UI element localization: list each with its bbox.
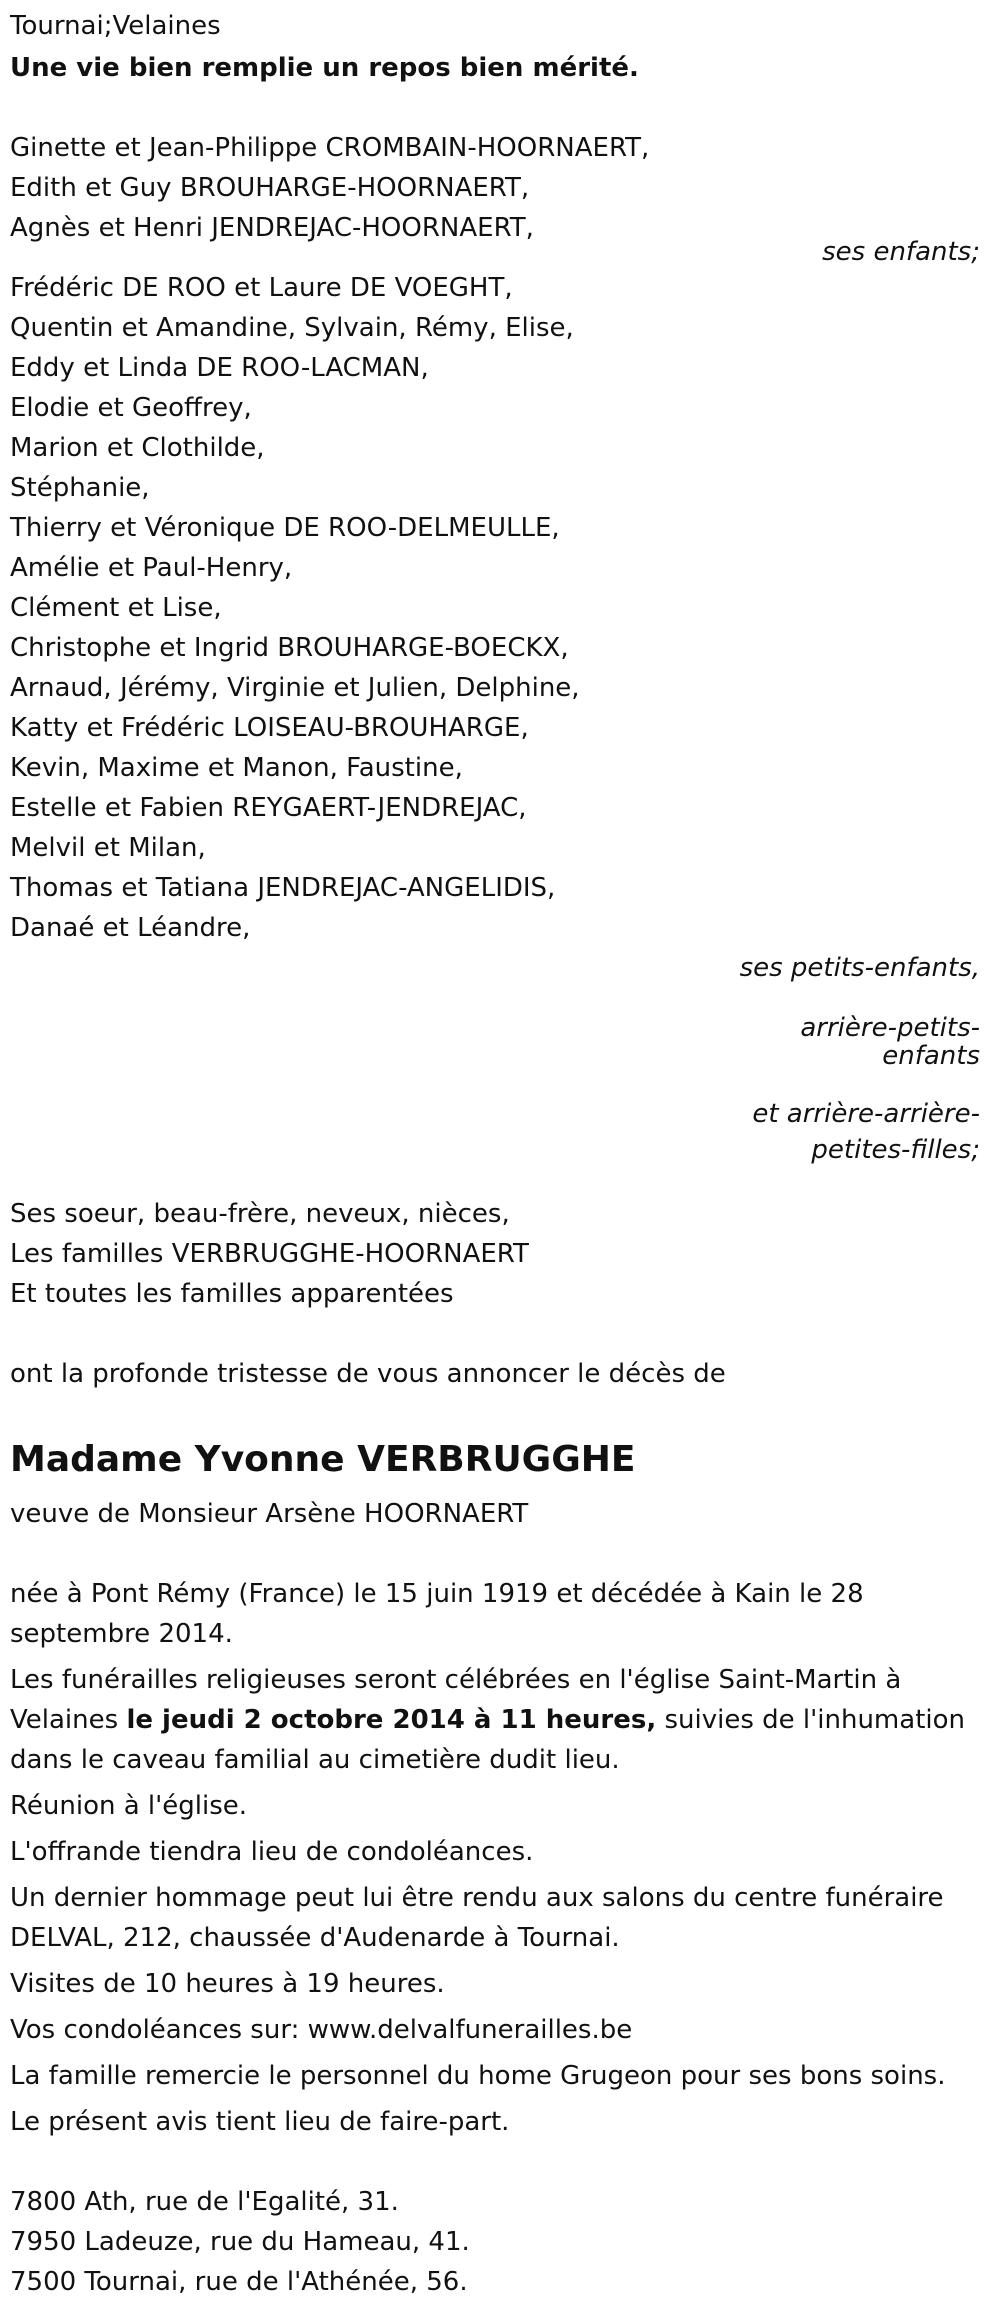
addresses-list xyxy=(10,2182,990,2302)
children-list xyxy=(10,128,990,248)
thanks-text: La famille remercie le personnel du home Grugeon pour ses bons soins. xyxy=(10,2061,946,2091)
list-item: Stéphanie, xyxy=(10,473,150,503)
list-item: Thierry et Véronique DE ROO-DELMEULLE, xyxy=(10,513,560,543)
list-item: Danaé et Léandre, xyxy=(10,913,251,943)
birth-death-text: née à Pont Rémy (France) le 15 juin 1919 et décédée à Kain le 28 septembre 2014. xyxy=(10,1579,864,1649)
offering-text: L'offrande tiendra lieu de condoléances. xyxy=(10,1837,534,1867)
list-item: Ses soeur, beau-frère, neveux, nièces, xyxy=(10,1199,510,1229)
address-line: 7500 Tournai, rue de l'Athénée, 56. xyxy=(10,2267,468,2297)
list-item: Agnès et Henri JENDREJAC-HOORNAERT, xyxy=(10,213,534,243)
details-section xyxy=(10,1574,990,2142)
list-item: Thomas et Tatiana JENDREJAC-ANGELIDIS, xyxy=(10,873,556,903)
great-grandchildren-role: arrière-petits-enfants xyxy=(800,1013,980,1071)
list-item: Estelle et Fabien REYGAERT-JENDREJAC, xyxy=(10,793,527,823)
notice-text: Le présent avis tient lieu de faire-part. xyxy=(10,2107,510,2137)
deceased-name: Madame Yvonne VERBRUGGHE xyxy=(10,1439,636,1480)
descendants-list xyxy=(10,268,990,948)
widow-of-line: veuve de Monsieur Arsène HOORNAERT xyxy=(10,1499,529,1529)
motto: Une vie bien remplie un repos bien mérité. xyxy=(10,53,639,83)
list-item: Christophe et Ingrid BROUHARGE-BOECKX, xyxy=(10,633,569,663)
great-great-granddaughters-role: et arrière-arrière-petites-filles; xyxy=(752,1099,980,1165)
funeral-date: le jeudi 2 octobre 2014 à 11 heures, xyxy=(126,1705,657,1735)
children-role: ses enfants; xyxy=(822,237,980,267)
list-item: Quentin et Amandine, Sylvain, Rémy, Elise, xyxy=(10,313,574,343)
list-item: Elodie et Geoffrey, xyxy=(10,393,252,423)
list-item: Kevin, Maxime et Manon, Faustine, xyxy=(10,753,463,783)
funeral-text-end: suivies de l'inhumation dans le caveau familial au cimetière dudit lieu. xyxy=(10,1705,965,1775)
list-item: Arnaud, Jérémy, Virginie et Julien, Delphine, xyxy=(10,673,580,703)
list-item: Frédéric DE ROO et Laure DE VOEGHT, xyxy=(10,273,513,303)
funeral-text xyxy=(10,1660,990,1780)
grandchildren-role: ses petits-enfants, xyxy=(739,953,980,983)
visits-text: Visites de 10 heures à 19 heures. xyxy=(10,1969,445,1999)
funeral-text-start: Les funérailles religieuses seront célébrées en l'église Saint-Martin à Velaines xyxy=(10,1665,902,1735)
list-item: Et toutes les familles apparentées xyxy=(10,1279,454,1309)
condolences-text: Vos condoléances sur: www.delvalfunerailles.be xyxy=(10,2015,633,2045)
list-item: Marion et Clothilde, xyxy=(10,433,265,463)
address-line: 7950 Ladeuze, rue du Hameau, 41. xyxy=(10,2227,470,2257)
list-item: Amélie et Paul-Henry, xyxy=(10,553,293,583)
list-item: Katty et Frédéric LOISEAU-BROUHARGE, xyxy=(10,713,529,743)
family-list xyxy=(10,1194,990,1314)
descendants-roles xyxy=(10,948,990,1168)
tribute-text: Un dernier hommage peut lui être rendu aux salons du centre funéraire DELVAL, 212, chaussée d'Audenarde à Tournai. xyxy=(10,1883,944,1953)
list-item: Edith et Guy BROUHARGE-HOORNAERT, xyxy=(10,173,530,203)
list-item: Clément et Lise, xyxy=(10,593,222,623)
announcement-text: ont la profonde tristesse de vous annoncer le décès de xyxy=(10,1359,726,1389)
list-item: Les familles VERBRUGGHE-HOORNAERT xyxy=(10,1239,529,1269)
obituary-document xyxy=(10,6,990,2302)
list-item: Ginette et Jean-Philippe CROMBAIN-HOORNAERT, xyxy=(10,133,650,163)
list-item: Eddy et Linda DE ROO-LACMAN, xyxy=(10,353,429,383)
list-item: Melvil et Milan, xyxy=(10,833,206,863)
location-line: Tournai;Velaines xyxy=(10,11,221,41)
address-line: 7800 Ath, rue de l'Egalité, 31. xyxy=(10,2187,399,2217)
meeting-text: Réunion à l'église. xyxy=(10,1791,248,1821)
